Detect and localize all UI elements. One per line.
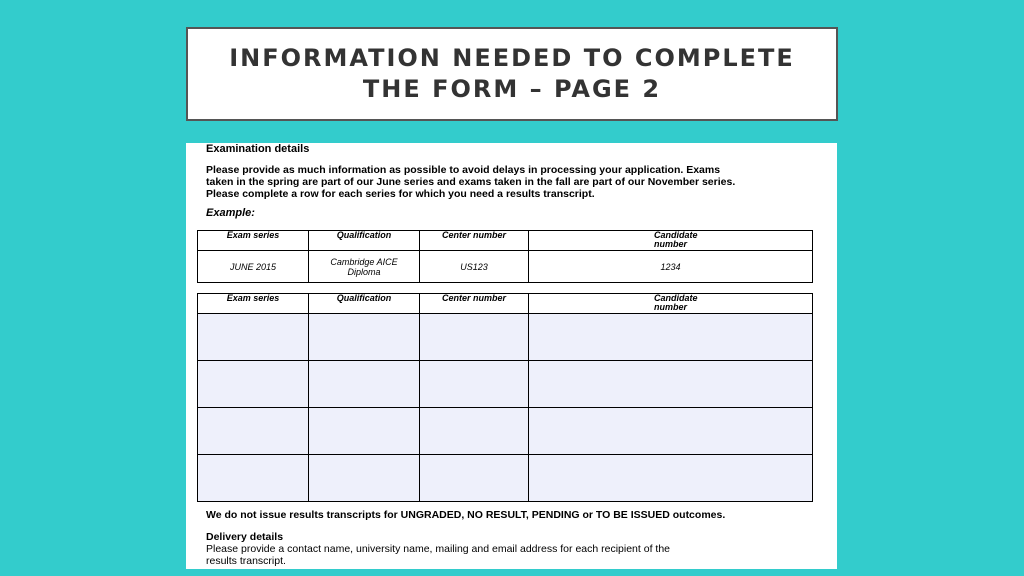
- instructions-paragraph: [206, 164, 735, 200]
- delivery-line: results transcript.: [206, 555, 286, 567]
- slide-title-line-1: INFORMATION NEEDED TO COMPLETE: [229, 44, 795, 72]
- example-center-number: US123: [420, 251, 529, 283]
- candidate-number-cell[interactable]: [529, 314, 813, 361]
- col-header-center-number: Center number: [420, 294, 529, 314]
- notice-text: We do not issue results transcripts for UNGRADED, NO RESULT, PENDING or TO BE ISSUED outcomes.: [206, 509, 726, 521]
- table-row: [198, 361, 813, 408]
- qualification-cell[interactable]: [309, 455, 420, 502]
- example-exam-series: JUNE 2015: [198, 251, 309, 283]
- section-heading: Examination details: [206, 143, 310, 155]
- center-number-cell[interactable]: [420, 408, 529, 455]
- exam-series-cell[interactable]: [198, 455, 309, 502]
- candidate-number-cell[interactable]: [529, 408, 813, 455]
- center-number-cell[interactable]: [420, 361, 529, 408]
- col-header-center-number: Center number: [420, 231, 529, 251]
- instruction-line: Please provide as much information as possible to avoid delays in processing your application. Exams: [206, 164, 721, 176]
- col-header-exam-series: Exam series: [198, 231, 309, 251]
- example-label: Example:: [206, 207, 255, 219]
- slide-title-line-2: THE FORM – PAGE 2: [362, 75, 662, 103]
- qualification-cell[interactable]: [309, 361, 420, 408]
- col-header-candidate-number: Candidate number: [529, 294, 813, 314]
- qualification-cell[interactable]: [309, 408, 420, 455]
- instruction-line: Please complete a row for each series for which you need a results transcript.: [206, 188, 595, 200]
- table-row: [198, 408, 813, 455]
- candidate-number-cell[interactable]: [529, 361, 813, 408]
- example-table: [197, 230, 813, 283]
- form-screenshot: [186, 143, 837, 569]
- col-header-candidate-number: Candidate number: [529, 231, 813, 251]
- delivery-line: Please provide a contact name, university name, mailing and email address for each recipient of the: [206, 543, 670, 555]
- exam-series-cell[interactable]: [198, 408, 309, 455]
- entry-table: [197, 293, 813, 502]
- example-qualification: Cambridge AICE Diploma: [309, 251, 420, 283]
- example-candidate-number: 1234: [529, 251, 813, 283]
- slide-title-box: [186, 27, 838, 121]
- exam-series-cell[interactable]: [198, 314, 309, 361]
- col-header-qualification: Qualification: [309, 294, 420, 314]
- instruction-line: taken in the spring are part of our June series and exams taken in the fall are part of our November series.: [206, 176, 736, 188]
- center-number-cell[interactable]: [420, 455, 529, 502]
- exam-series-cell[interactable]: [198, 361, 309, 408]
- candidate-number-cell[interactable]: [529, 455, 813, 502]
- center-number-cell[interactable]: [420, 314, 529, 361]
- delivery-paragraph: [206, 543, 670, 567]
- table-row: [198, 314, 813, 361]
- col-header-qualification: Qualification: [309, 231, 420, 251]
- col-header-exam-series: Exam series: [198, 294, 309, 314]
- delivery-heading: Delivery details: [206, 531, 284, 543]
- table-row: [198, 455, 813, 502]
- qualification-cell[interactable]: [309, 314, 420, 361]
